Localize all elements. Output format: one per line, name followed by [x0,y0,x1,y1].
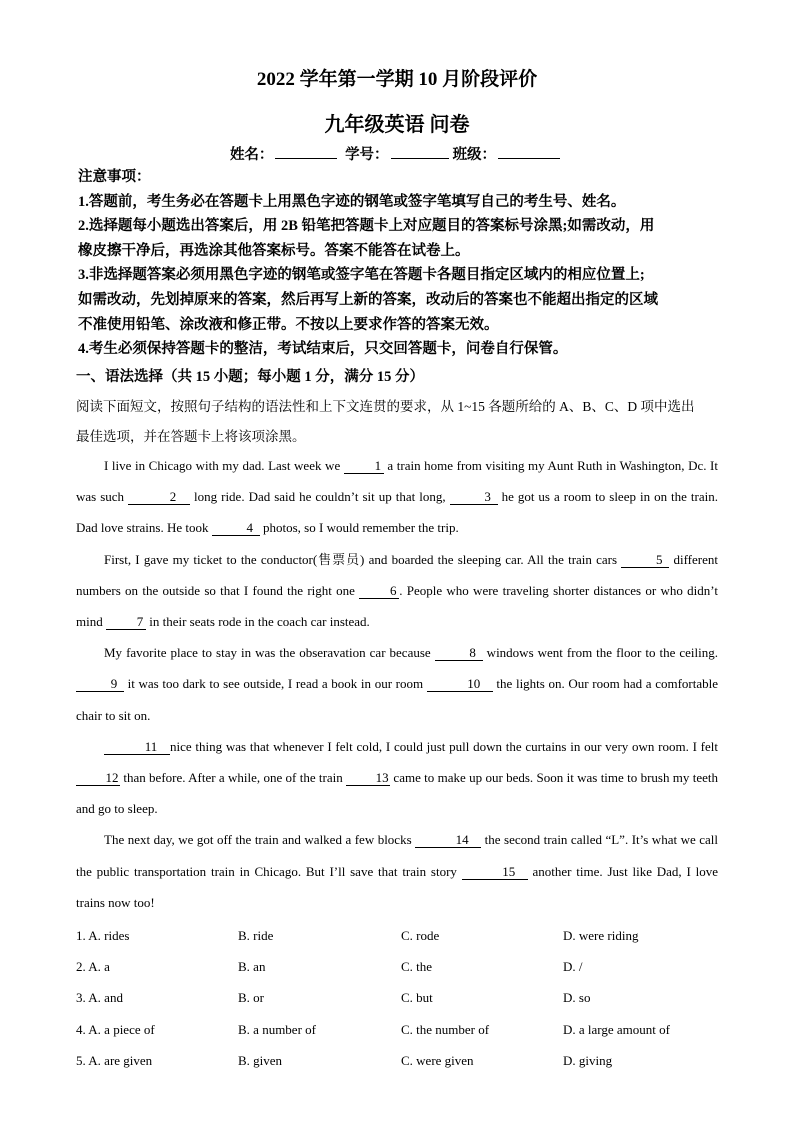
passage-text: it was too dark to see outside, I read a book in our room [124,676,427,692]
passage-text: the second train called “L”. It’s what we call the public transportation train in Chicago. But I’ll save that train story [76,832,718,879]
option-a: 3. A. and [76,990,123,1006]
passage-paragraph-2 [76,544,718,638]
option-b: B. or [238,990,264,1006]
notice-line: 3.非选择题答案必须用黑色字迹的钢笔或签字笔在答题卡各题目指定区域内的相应位置上; [78,267,645,284]
exam-title: 2022 学年第一学期 10 月阶段评价 [256,69,538,90]
option-d: D. a large amount of [563,1021,670,1037]
passage-text: photos, so I would remember the trip. [259,520,459,536]
notice-line: 4.考生必须保持答题卡的整洁，考试结束后，只交回答题卡，问卷自行保管。 [78,341,568,358]
passage-text: another time. Just like Dad, I love trains now too! [76,863,718,910]
section-instructions [76,392,726,452]
passage-text: the lights on. Our room had a comfortable chair to sit on. [76,676,719,723]
name-label: 姓名： [229,147,274,163]
answer-blank-10: 10 [427,677,493,692]
instruction-line: 最佳选项，并在答题卡上将该项涂黑。 [76,429,306,444]
option-a: 4. A. a piece of [76,1021,155,1037]
question-row [76,920,736,951]
class-label: 班级： [452,147,497,163]
option-c: C. were given [401,1052,474,1068]
notice-line: 1.答题前，考生务必在答题卡上用黑色字迹的钢笔或签字笔填写自己的考生号、姓名。 [78,193,626,210]
option-a: 5. A. are given [76,1052,153,1068]
answer-blank-14: 14 [415,833,481,848]
passage-text: The next day, we got off the train and walked a few blocks [104,832,416,848]
option-b: B. a number of [238,1021,316,1037]
answer-blank-4: 4 [212,521,260,536]
answer-blank-3: 3 [450,490,498,505]
class-blank [498,144,560,159]
question-row [76,1014,736,1045]
passage-text: in their seats rode in the coach car instead. [145,614,370,630]
passage-text: came to make up our beds. Soon it was time to brush my teeth and go to sleep. [76,770,719,817]
passage-text: windows went from the floor to the ceiling. [482,645,718,661]
answer-blank-11: 11 [104,740,170,755]
student-info-line [0,143,794,164]
passage-text: he got us a room to sleep in on the train. Dad love strains. He took [76,489,718,536]
passage-text: than before. After a while, one of the train [120,770,347,786]
answer-blank-8: 8 [435,646,483,661]
answer-blank-13: 13 [346,771,390,786]
answer-blank-9: 9 [76,677,124,692]
answer-blank-6: 6 [359,584,399,599]
question-row [76,951,736,982]
notice-block [78,165,728,362]
passage-text: First, I gave my ticket to the conductor(售票员) and boarded the sleeping car. All the train cars [104,551,622,567]
name-blank [275,144,337,159]
option-b: B. an [238,959,266,975]
answer-blank-15: 15 [462,865,528,880]
option-b: B. ride [238,928,274,943]
passage-text: different numbers on the outside so that I found the right one [76,551,718,598]
section-title: 一、语法选择（共 15 小题；每小题 1 分，满分 15 分） [76,369,424,385]
answer-blank-2: 2 [128,490,190,505]
passage-paragraph-3 [76,637,718,731]
passage-text: I live in Chicago with my dad. Last week we [104,458,344,473]
question-options [76,920,736,1076]
option-d: D. giving [563,1052,613,1068]
notice-line: 橡皮擦干净后，再选涂其他答案标号。答案不能答在试卷上。 [78,242,470,259]
instruction-line: 阅读下面短文，按照句子结构的语法性和上下文连贯的要求，从 1~15 各题所给的 A、B、C、D 项中选出 [76,399,695,414]
answer-blank-12: 12 [76,771,120,786]
reading-passage [76,450,718,918]
option-a: 2. A. a [76,959,110,975]
answer-blank-5: 5 [621,553,669,568]
passage-paragraph-1 [76,450,718,544]
option-d: D. / [563,959,583,975]
question-row [76,982,736,1013]
id-label: 学号： [345,147,389,163]
option-a: 1. A. rides [76,928,130,943]
notice-line: 如需改动，先划掉原来的答案，然后再写上新的答案，改动后的答案也不能超出指定的区域 [78,291,658,308]
option-d: D. so [563,990,591,1006]
passage-paragraph-5 [76,824,718,918]
notice-heading: 注意事项： [78,169,151,185]
option-c: C. rode [401,928,440,943]
notice-line: 不准使用铅笔、涂改液和修正带。不按以上要求作答的答案无效。 [78,316,499,333]
passage-text: a train home from visiting my Aunt Ruth in Washington, Dc. It was such [76,458,718,505]
option-b: B. given [238,1052,283,1068]
notice-line: 2.选择题每小题选出答案后，用 2B 铅笔把答题卡上对应题目的答案标号涂黑;如需改动，用 [78,218,655,235]
answer-blank-1: 1 [344,459,384,474]
id-blank [391,144,449,159]
passage-text: nice thing was that whenever I felt cold, I could just pull down the curtains in our very own room. I felt [170,738,718,754]
passage-text: . People who were traveling shorter distances or who didn’t mind [76,582,718,630]
passage-text: My favorite place to stay in was the obseravation car because [104,645,435,661]
passage-text: long ride. Dad said he couldn’t sit up that long, [190,489,450,505]
answer-blank-7: 7 [106,615,146,630]
passage-paragraph-4 [76,731,718,825]
option-d: D. were riding [563,928,639,943]
exam-subtitle: 九年级英语 问卷 [324,114,470,136]
option-c: C. but [401,990,433,1006]
option-c: C. the number of [401,1021,490,1037]
question-row [76,1045,736,1076]
option-c: C. the [401,959,433,975]
